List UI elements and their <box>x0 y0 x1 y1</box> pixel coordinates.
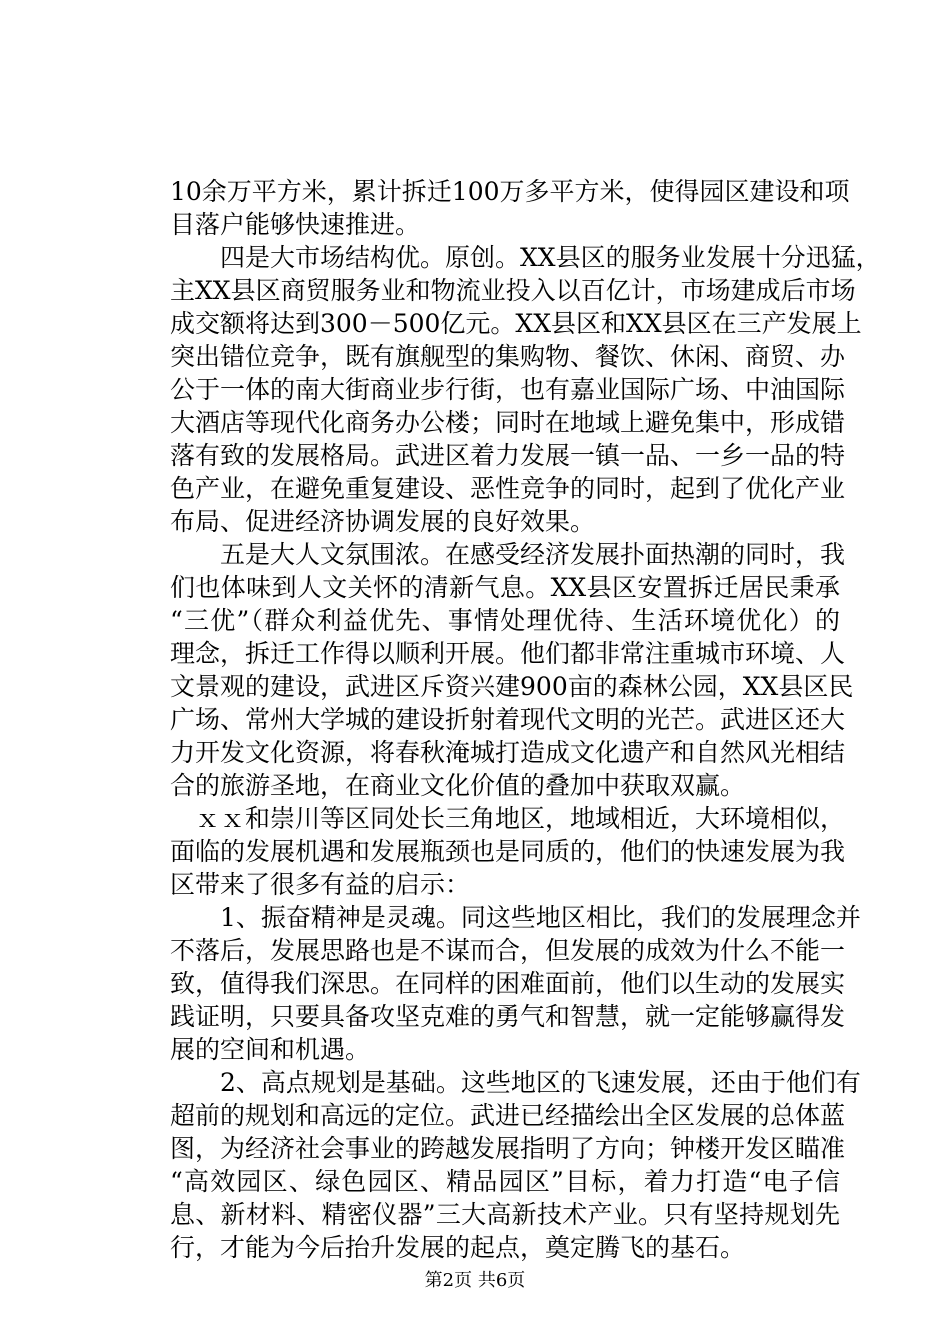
text-line: 不落后，发展思路也是不谋而合，但发展的成效为什么不能一 <box>170 936 846 965</box>
text-line: 色产业，在避免重复建设、恶性竞争的同时，起到了优化产业 <box>170 474 846 503</box>
text-line: 们也体味到人文关怀的清新气息。XX县区安置拆迁居民秉承 <box>170 573 840 602</box>
text-line: 践证明，只要具备攻坚克难的勇气和智慧，就一定能够赢得发 <box>170 1002 846 1031</box>
text-line: 图，为经济社会事业的跨越发展指明了方向；钟楼开发区瞄准 <box>170 1134 846 1163</box>
text-line: 文景观的建设，武进区斥资兴建900亩的森林公园，XX县区民 <box>170 672 854 701</box>
text-line: 布局、促进经济协调发展的良好效果。 <box>170 507 596 536</box>
text-line: 面临的发展机遇和发展瓶颈也是同质的，他们的快速发展为我 <box>170 837 846 866</box>
text-line: 力开发文化资源，将春秋淹城打造成文化遗产和自然风光相结 <box>170 738 846 767</box>
text-line: 成交额将达到300－500亿元。XX县区和XX县区在三产发展上 <box>170 309 862 338</box>
text-line: 息、新材料、精密仪器”三大高新技术产业。只有坚持规划先 <box>170 1200 840 1229</box>
text-line: 大酒店等现代化商务办公楼；同时在地域上避免集中，形成错 <box>170 408 846 437</box>
text-line: 目落户能够快速推进。 <box>170 210 421 239</box>
text-line: 展的空间和机遇。 <box>170 1035 371 1064</box>
text-line: “三优”（群众利益优先、事情处理优待、生活环境优化）的 <box>170 606 840 635</box>
text-line: 2、高点规划是基础。这些地区的飞速发展，还由于他们有 <box>170 1068 861 1097</box>
text-line: 主XX县区商贸服务业和物流业投入以百亿计，市场建成后市场 <box>170 276 856 305</box>
text-line: 超前的规划和高远的定位。武进已经描绘出全区发展的总体蓝 <box>170 1101 846 1130</box>
text-line: “高效园区、绿色园区、精品园区”目标，着力打造“电子信 <box>170 1167 840 1196</box>
document-body <box>170 175 881 1264</box>
text-line: 1、振奋精神是灵魂。同这些地区相比，我们的发展理念并 <box>170 903 861 932</box>
text-line: 四是大市场结构优。原创。XX县区的服务业发展十分迅猛， <box>170 243 881 272</box>
page-number-footer: 第2页 共6页 <box>424 1270 526 1291</box>
text-line: 区带来了很多有益的启示： <box>170 870 471 899</box>
text-line: ｘｘ和崇川等区同处长三角地区，地域相近，大环境相似， <box>170 804 846 833</box>
text-line: 五是大人文氛围浓。在感受经济发展扑面热潮的同时，我 <box>170 540 846 569</box>
text-line: 合的旅游圣地，在商业文化价值的叠加中获取双赢。 <box>170 771 746 800</box>
text-line: 突出错位竞争，既有旗舰型的集购物、餐饮、休闲、商贸、办 <box>170 342 846 371</box>
text-line: 致，值得我们深思。在同样的困难面前，他们以生动的发展实 <box>170 969 846 998</box>
text-line: 理念，拆迁工作得以顺利开展。他们都非常注重城市环境、人 <box>170 639 846 668</box>
text-line: 落有致的发展格局。武进区着力发展一镇一品、一乡一品的特 <box>170 441 846 470</box>
text-line: 公于一体的南大街商业步行街，也有嘉业国际广场、中油国际 <box>170 375 846 404</box>
text-line: 广场、常州大学城的建设折射着现代文明的光芒。武进区还大 <box>170 705 846 734</box>
text-line: 10余万平方米，累计拆迁100万多平方米，使得园区建设和项 <box>170 177 850 206</box>
text-line: 行，才能为今后抬升发展的起点，奠定腾飞的基石。 <box>170 1233 746 1262</box>
